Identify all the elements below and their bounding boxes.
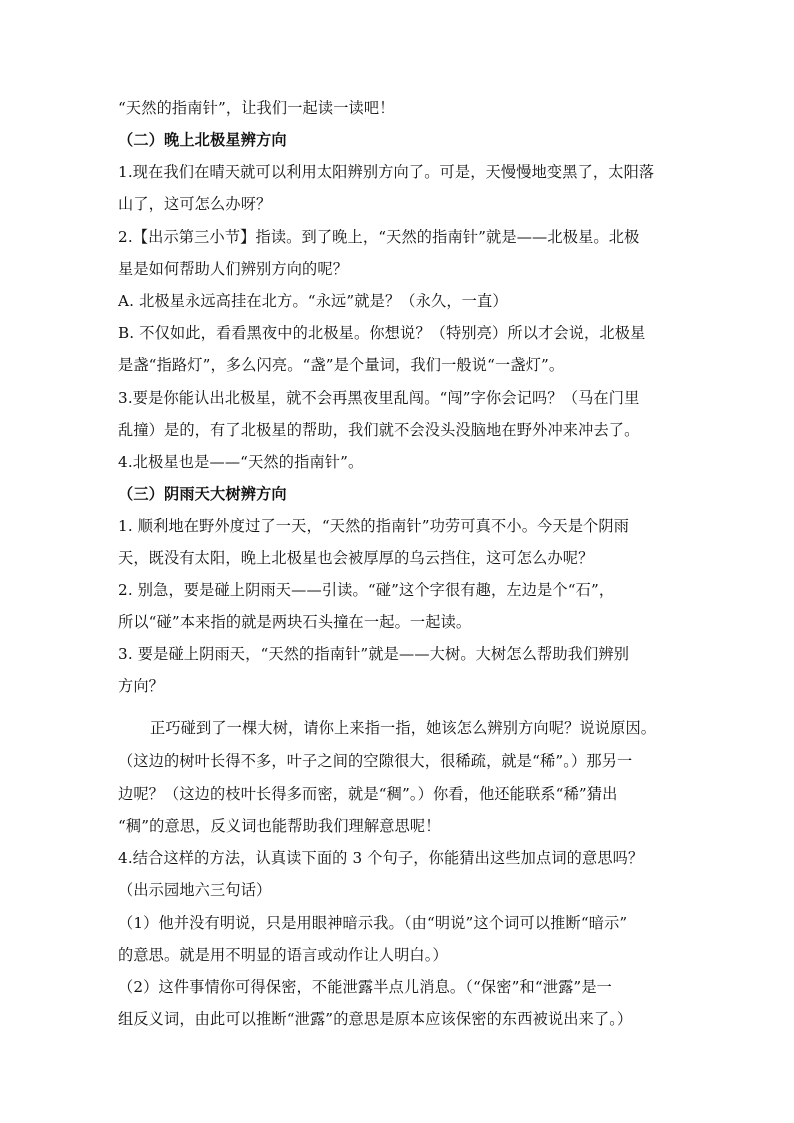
- section-heading-north-star: （二）晚上北极星辨方向: [118, 131, 287, 149]
- example-1-line-2: 的意思。就是用不明显的语言或动作让人明白。）: [118, 946, 448, 964]
- rain-item-4-line-2: （出示园地六三句话）: [118, 881, 272, 899]
- item-a-line: A. 北极星永远高挂在北方。“永远”就是？（永久，一直）: [118, 292, 508, 310]
- example-2-line-2: 组反义词，由此可以推断“泄露”的意思是原本应该保密的东西被说出来了。）: [118, 1010, 633, 1028]
- item-1-line-1: 1.现在我们在晴天就可以利用太阳辨别方向了。可是，天慢慢地变黑了，太阳落: [118, 163, 655, 181]
- section-heading-rainy-day: （三）阴雨天大树辨方向: [118, 485, 287, 503]
- rain-item-2-line-2: 所以“碰”本来指的就是两块石头撞在一起。一起读。: [118, 613, 472, 631]
- example-2-line-1: （2）这件事情你可得保密，不能泄露半点儿消息。（“保密”和“泄露”是一: [118, 978, 612, 996]
- example-1-line-1: （1）他并没有明说，只是用眼神暗示我。（由“明说”这个词可以推断“暗示”: [118, 914, 628, 932]
- tree-paragraph-line-4: “稠”的意思，反义词也能帮助我们理解意思呢！: [118, 817, 441, 835]
- item-3-line-1: 3.要是你能认出北极星，就不会再黑夜里乱闯。“闯”字你会记吗？（马在门里: [118, 389, 640, 407]
- rain-item-1-line-1: 1. 顺利地在野外度过了一天，“天然的指南针”功劳可真不小。今天是个阴雨: [118, 517, 630, 535]
- item-2-line-2: 星是如何帮助人们辨别方向的呢？: [118, 260, 349, 278]
- item-b-line-1: B. 不仅如此，看看黑夜中的北极星。你想说？（特别亮）所以才会说，北极星: [118, 324, 646, 342]
- rain-item-3-line-2: 方向？: [118, 677, 165, 695]
- item-4-line: 4.北极星也是——“天然的指南针”。: [118, 453, 364, 471]
- item-3-line-2: 乱撞）是的，有了北极星的帮助，我们就不会没头没脑地在野外冲来冲去了。: [118, 421, 640, 439]
- tree-paragraph-line-1: 正巧碰到了一棵大树，请你上来指一指，她该怎么辨别方向呢？说说原因。: [150, 719, 657, 737]
- paragraph-intro-line: “天然的指南针”，让我们一起读一读吧！: [118, 99, 395, 117]
- tree-paragraph-line-3: 边呢？（这边的枝叶长得多而密，就是“稠”。）你看，他还能联系“稀”猜出: [118, 785, 618, 803]
- rain-item-2-line-1: 2. 别急，要是碰上阴雨天——引读。“碰”这个字很有趣，左边是个“石”，: [118, 581, 615, 599]
- item-b-line-2: 是盏“指路灯”，多么闪亮。“盏”是个量词，我们一般说“一盏灯”。: [118, 356, 565, 374]
- rain-item-4-line-1: 4.结合这样的方法，认真读下面的 3 个句子，你能猜出这些加点词的意思吗？: [118, 849, 644, 867]
- rain-item-3-line-1: 3. 要是碰上阴雨天，“天然的指南针”就是——大树。大树怎么帮助我们辨别: [118, 645, 630, 663]
- rain-item-1-line-2: 天，既没有太阳，晚上北极星也会被厚厚的乌云挡住，这可怎么办呢？: [118, 549, 594, 567]
- tree-paragraph-line-2: （这边的树叶长得不多，叶子之间的空隙很大，很稀疏，就是“稀”。）那另一: [118, 752, 633, 770]
- item-2-line-1: 2.【出示第三小节】指读。到了晚上，“天然的指南针”就是——北极星。北极: [118, 228, 640, 246]
- item-1-line-2: 山了，这可怎么办呀？: [118, 195, 272, 213]
